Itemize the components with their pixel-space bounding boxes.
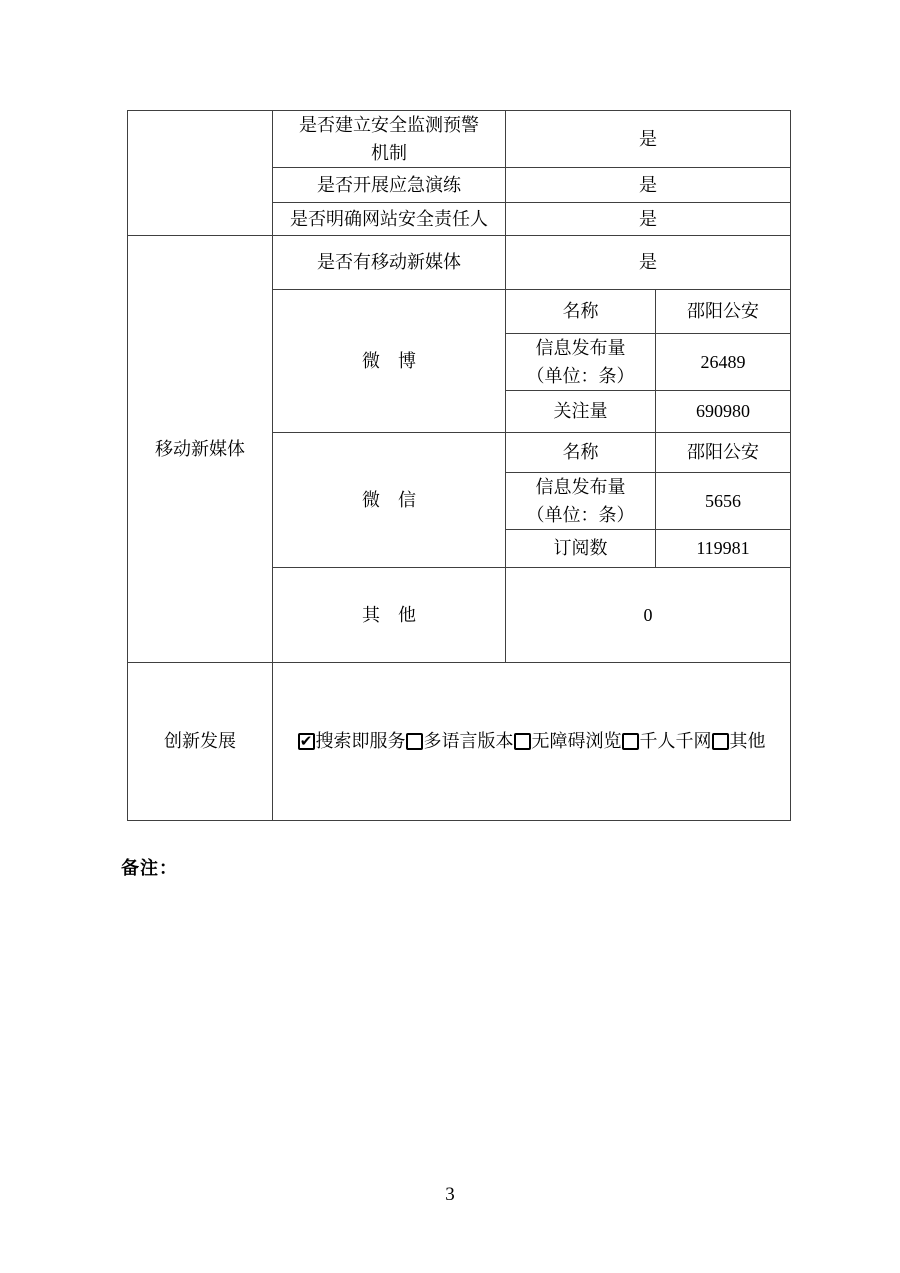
innovation-option-label: 其他: [729, 731, 766, 751]
annual-report-table: [127, 110, 791, 821]
page-number: 3: [445, 1184, 455, 1205]
row-value: 119981: [656, 530, 791, 568]
row-label-has-mobile-media: 是否有移动新媒体: [273, 236, 506, 290]
row-value: 是: [506, 236, 791, 290]
innovation-option-label: 千人千网: [639, 731, 712, 751]
platform-label-wechat: 微 信: [273, 433, 506, 568]
row-label-line: （单位：条）: [526, 505, 635, 525]
notes-label: 备注：: [121, 858, 178, 878]
innovation-option-label: 多语言版本: [423, 731, 514, 751]
row-label-line: （单位：条）: [526, 366, 635, 386]
row-label-wechat-posts: [506, 473, 656, 530]
row-label-weibo-followers: 关注量: [506, 391, 656, 433]
row-label-line: 信息发布量: [535, 338, 626, 358]
row-value: 5656: [656, 473, 791, 530]
innovation-option-label: 无障碍浏览: [531, 731, 622, 751]
innovation-option: [514, 728, 622, 755]
row-label-wechat-name: 名称: [506, 433, 656, 473]
row-label-weibo-name: 名称: [506, 290, 656, 334]
row-label-security-monitoring: [273, 111, 506, 168]
section-cell-blank: [128, 111, 273, 236]
table-row: [128, 111, 791, 168]
table-row: [128, 236, 791, 290]
checkbox-checked-icon[interactable]: ✔: [298, 733, 315, 750]
row-value: 邵阳公安: [656, 433, 791, 473]
row-value: 是: [506, 203, 791, 236]
section-label-innovation: 创新发展: [128, 663, 273, 821]
innovation-option: [406, 728, 514, 755]
row-label-weibo-posts: [506, 334, 656, 391]
row-value: 是: [506, 111, 791, 168]
checkbox-unchecked-icon[interactable]: [406, 733, 423, 750]
innovation-option: [298, 728, 406, 755]
row-label-line: 信息发布量: [535, 477, 626, 497]
checkbox-unchecked-icon[interactable]: [622, 733, 639, 750]
platform-label-weibo: 微 博: [273, 290, 506, 433]
row-label-line: 是否建立安全监测预警: [299, 115, 479, 135]
innovation-options: [273, 728, 790, 755]
row-label-security-responsible: 是否明确网站安全责任人: [273, 203, 506, 236]
checkbox-unchecked-icon[interactable]: [514, 733, 531, 750]
row-value: 0: [506, 568, 791, 663]
row-label-wechat-subscribers: 订阅数: [506, 530, 656, 568]
row-value: 邵阳公安: [656, 290, 791, 334]
checkbox-unchecked-icon[interactable]: [712, 733, 729, 750]
row-value: 26489: [656, 334, 791, 391]
row-value: 690980: [656, 391, 791, 433]
innovation-option-label: 搜索即服务: [315, 731, 406, 751]
row-label-emergency-drill: 是否开展应急演练: [273, 168, 506, 203]
innovation-options-cell: [273, 663, 791, 821]
table-row: [128, 663, 791, 821]
innovation-option: [712, 728, 766, 755]
innovation-option: [622, 728, 712, 755]
row-value: 是: [506, 168, 791, 203]
section-label-mobile-media: 移动新媒体: [128, 236, 273, 663]
row-label-other-media: 其 他: [273, 568, 506, 663]
row-label-line: 机制: [371, 143, 407, 163]
